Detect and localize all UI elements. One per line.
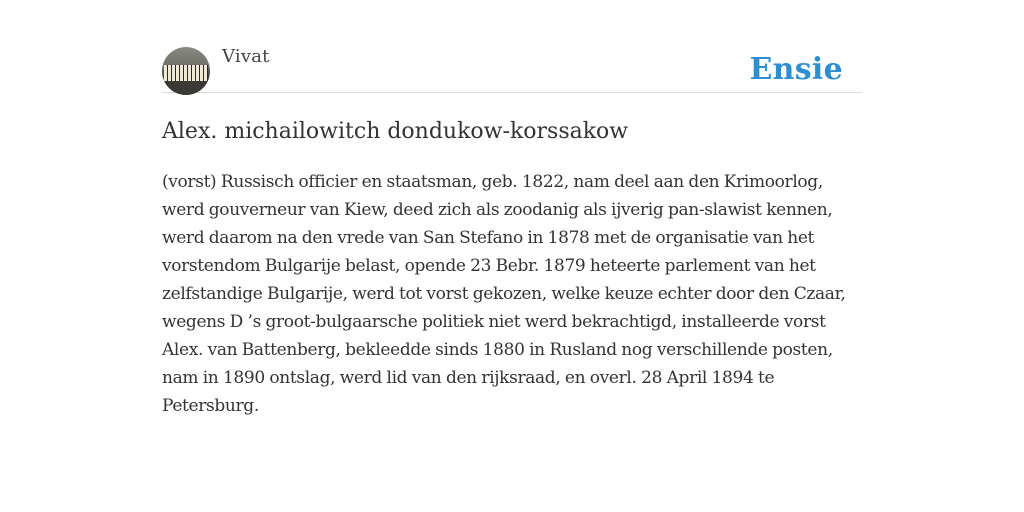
typewriter-keys-icon [164, 65, 208, 81]
entry-card [162, 46, 862, 420]
card-header [162, 46, 862, 93]
entry-title: Alex. michailowitch dondukow-korssakow [162, 119, 629, 144]
entry-text: (vorst) Russisch officier en staatsman, geb. 1822, nam deel aan den Krimoorlog, werd gouverneur van Kiew, deed zich als zoodanig als ijverig pan-slawist kennen, werd daarom na den vrede van San Stefano in 1878 met de organisatie van het vorstendom Bulgarije belast, opende 23 Bebr. 1879 heteerte parlement van het zelfstandige Bulgarije, werd tot vorst gekozen, welke keuze echter door den Czaar, wegens D ’s groot-bulgaarsche politiek niet werd bekrachtigd, installeerde vorst Alex. van Battenberg, bekleedde sinds 1880 in Rusland nog verschillende posten, nam in 1890 ontslag, werd lid van den rijksraad, en overl. 28 April 1894 te Petersburg. [162, 172, 846, 416]
author-name[interactable]: Vivat [222, 46, 270, 67]
author-avatar[interactable] [162, 47, 210, 95]
brand-logo[interactable]: Ensie [749, 52, 843, 87]
